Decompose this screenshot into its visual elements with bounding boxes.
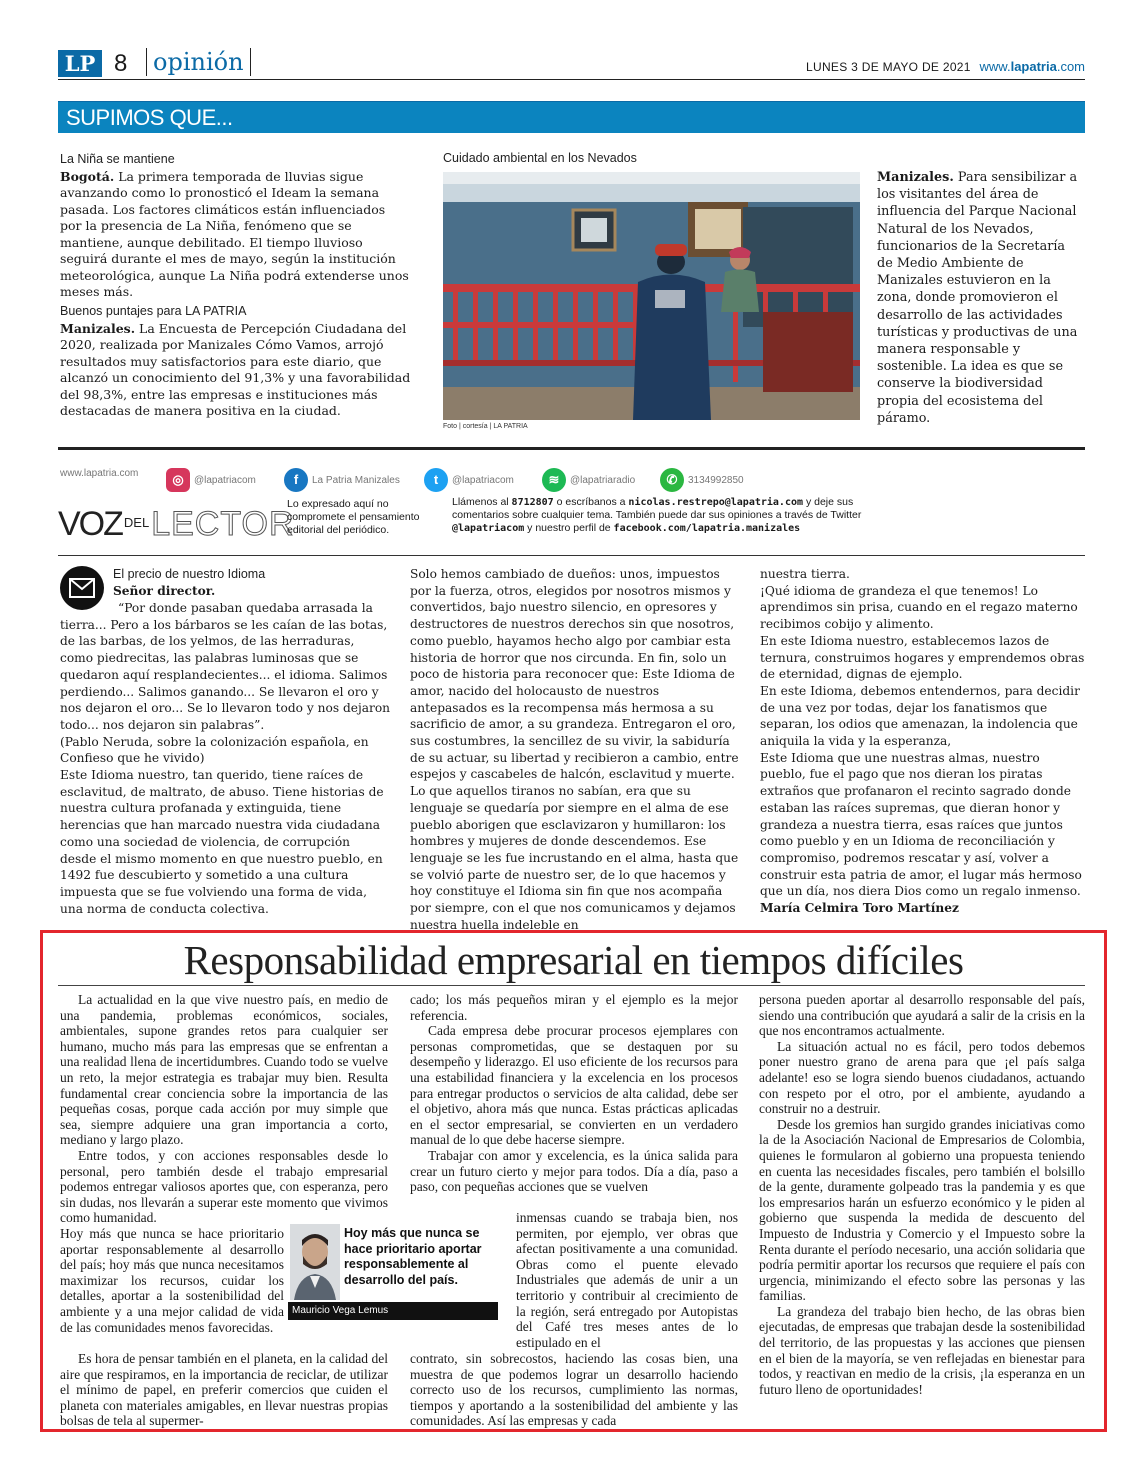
divider	[58, 555, 1085, 556]
page-number: 8	[114, 50, 128, 77]
nevados-photo	[443, 172, 860, 420]
editorial-disclaimer: Lo expresado aquí no compromete el pensamiento editorial del periódico.	[287, 498, 420, 536]
contact-email[interactable]: nicolas.restrepo@lapatria.com	[628, 497, 804, 508]
spotify-icon: ≋	[542, 468, 566, 492]
letter-head	[113, 566, 383, 599]
social-whatsapp[interactable]: ✆ 3134992850	[660, 468, 744, 492]
facebook-link[interactable]: facebook.com/lapatria.manizales	[613, 523, 801, 534]
brief-lead: Manizales.	[60, 320, 136, 336]
pull-quote: Hoy más que nunca se hace prioritario aportar responsablemente al desarrollo del país.	[344, 1226, 482, 1287]
brief-lead: Manizales.	[877, 170, 954, 185]
editorial-column-1b: Hoy más que nunca se hace prioritario aportar responsablemente al desarrollo del país; hoy más que nunca necesitamos maximizar los recursos, cuidar los detalles, aportar a la sostenibilidad del ambiente y a una mejor calidad de vida de las comunidades menos favorecidas.	[60, 1226, 284, 1335]
social-spotify[interactable]: ≋ @lapatriaradio	[542, 468, 635, 492]
contact-info: Llámenos al 8712807 o escríbanos a nicolas.restrepo@lapatria.com y deje sus comentarios sobre cualquier tema. También puede dar sus opiniones a través de Twitter @lapatriacom y nuestro perfil de facebook.com/lapatria.manizales	[452, 496, 862, 534]
brief-lead: Bogotá.	[60, 168, 115, 184]
brief-heading: Buenos puntajes para LA PATRIA	[60, 304, 247, 318]
brief-nevados	[877, 169, 1082, 427]
letter-heading: El precio de nuestro Idioma	[113, 567, 266, 581]
letter-column-1: “Por donde pasaban quedaba arrasada la tierra... Pero a los bárbaros se les caían de las botas, de las barbas, de los yelmos, de las herraduras, como piedrecitas, las palabras luminosas que se quedaron aquí resplandecientes... el idioma. Salimos perdiendo... Salimos ganando... Se llevaron el oro y nos dejaron el oro... Se lo llevaron todo y nos dejaron todo... nos dejaron sin palabras”. (Pablo Neruda, sobre la colonización española, en Confieso que he vivido) Este Idioma nuestro, tan querido, tiene raíces de esclavitud, de maltrato, de abuso. Tiene historias de nuestra cultura profanada y extinguida, tiene herencias que han marcado nuestra vida ciudadana como una sociedad de violencia, de corrupción desde el mismo momento en que nuestro pueblo, en 1492 fue descubierto y sometido a una cultura impuesta que se fue volviendo una forma de vida, una norma de conducta colectiva.	[60, 601, 391, 916]
brief-text: La primera temporada de lluvias sigue avanzando como lo pronosticó el Ideam la semana pasada. Los factores climáticos están influenciados por la presencia de La Niña, fenómeno que se mantiene, aunque debilitado. El tiempo lluvioso seguirá durante el mes de mayo, según la institución meteorológica, aunque La Niña podrá extenderse unos meses más.	[60, 168, 409, 299]
editorial-column-2c: contrato, sin sobrecostos, haciendo las cosas bien, una muestra de que podemos lograr un desarrollo haciendo correcto uso de los recursos, cumplimiento las normas, tiempos y aportando a la sostenibilidad del ambiente y las comunidades. Así las empresas y cada	[410, 1351, 738, 1429]
brief-text: Para sensibilizar a los visitantes del área de influencia del Parque Nacional Natural de los Nevados, funcionarios de la Secretaría de Medio Ambiente de Manizales estuvieron en la zona, donde promovieron el desarrollo de las actividades turísticas y productivas de una manera responsable y sostenible. La idea es que se conserve la biodiversidad propia del ecosistema del páramo.	[877, 170, 1078, 426]
social-facebook[interactable]: f La Patria Manizales	[284, 468, 400, 492]
whatsapp-icon: ✆	[660, 468, 684, 492]
section-divider	[58, 447, 1085, 450]
author-callout	[288, 1220, 498, 1320]
editorial-column-2b: inmensas cuando se trabaja bien, nos permiten, por ejemplo, ver obras que afectan positivamente a una comunidad. Obras como el puente elevado Industriales que además de unir a un territorio y contribuir al crecimiento de la región, será entregado por Autopistas del Café tres meses antes de lo estipulado en el	[516, 1210, 738, 1350]
editorial-title: Responsabilidad empresarial en tiempos difíciles	[183, 937, 964, 983]
photo-credit: Foto | cortesía | LA PATRIA	[443, 423, 528, 430]
letter-salutation: Señor director.	[113, 583, 216, 598]
editorial-column-1: La actualidad en la que vive nuestro país, en medio de una pandemia, problemas económicos, sociales, ambientales, supone grandes retos para cualquier ser humano, mucho más para las empresas que se enfrentan a una realidad llena de incertidumbres. Cuando todo se vuelve un reto, la mejor estrategia es trabajar muy bien. Resulta fundamental crear conciencia sobre la importancia de las pequeñas cosas, porque cada acción por muy simple que sea, siempre adquiere una gran importancia a corto, mediano y largo plazo. Entre todos, y con acciones responsables desde lo personal, pero también desde el trabajo empresarial podemos entregar valiosos aportes que, con esperanza, pero sin dudas, nos llevarán a superar este momento que vivimos como humanidad.	[60, 992, 388, 1226]
letter-signature: María Celmira Toro Martínez	[760, 901, 959, 916]
brief-text: La Encuesta de Percepción Ciudadana del 2020, realizada por Manizales Cómo Vamos, arrojó resultados muy satisfactorios para este diario, que alcanzó un conocimiento del 91,3% y una favorabilidad del 98,3%, entre las empresas e instituciones más destacadas de manera positiva en la ciudad.	[60, 320, 411, 418]
social-instagram[interactable]: ◎ @lapatriacom	[166, 468, 256, 492]
brief-heading-nevados: Cuidado ambiental en los Nevados	[443, 151, 637, 165]
lp-logo: LP	[58, 50, 102, 77]
section-band	[58, 101, 1085, 133]
page-header	[58, 48, 1085, 80]
voz-del-lector-title: VOZ $^{DEL}$LECTOR	[58, 505, 295, 543]
social-twitter[interactable]: t @lapatriacom	[424, 468, 514, 492]
editorial-title-rule	[58, 985, 1085, 986]
social-web[interactable]: www.lapatria.com	[60, 468, 139, 479]
letter-column-3: nuestra tierra. ¡Qué idioma de grandeza el que tenemos! Lo aprendimos sin prisa, cuando en el regazo materno recibimos cobijo y alimento. En este Idioma nuestro, establecemos lazos de ternura, construimos hogares y emprendemos obras de eternidad, dignas de ejemplo. En este Idioma, debemos entendernos, para decidir de una vez por todas, dejar los fanatismos que separan, los odios que amenazan, la indolencia que aniquila la vida y la esperanza, Este Idioma que une nuestras almas, nuestro pueblo, fue el pago que nos dieran los piratas extraños que profanaron el recinto sagrado donde estaban las raíces supremas, que dieran honor y grandeza a nuestra tierra, esas raíces que juntos como pueblo y en un Idioma de reconciliación y compromiso, podremos rescatar y así, volver a construir esta patria de amor, el lugar más hermoso que un día, nos diera Dios como un regalo inmenso. María Celmira Toro Martínez	[760, 567, 1085, 916]
editorial-column-1c: Es hora de pensar también en el planeta, en la calidad del aire que respiramos, en la importancia de reciclar, de utilizar el mínimo de papel, en preferir comercios que cuiden el planeta con materiales amigables, en llevar nuestras propias bolsas de tela al supermer-	[60, 1351, 388, 1429]
brief-puntajes	[60, 303, 415, 420]
instagram-icon: ◎	[166, 468, 190, 492]
brief-nina	[60, 151, 410, 301]
author-name: Mauricio Vega Lemus	[288, 1302, 498, 1320]
editorial-column-3: persona pueden aportar al desarrollo responsable del país, siendo una contribución que ayudará a salir de la crisis en la que nos encontramos actualmente. La situación actual no es fácil, pero todos debemos poner nuestro grano de arena para que ¡el país salga adelante! eso se logra siendo buenos ciudadanos, actuando con respeto por el otro, por el ambiente, ayudando a construir no a destruir. Desde los gremios han surgido grandes iniciativas como la de la Asociación Nacional de Empresarios de Colombia, quienes le formularon al gobierno una propuesta teniendo en cuenta las necesidades fiscales, pero también el bolsillo de la gente, duramente golpeado tras la pandemia y es que los empresarios harán un esfuerzo económico y le piden al gobierno que suspenda la medida de descuento del Impuesto de Industria y Comercio y el Impuesto sobre la Renta durante el período necesario, una acción solidaria que podría permitir aportar los recursos que requiere el país con urgencia, minimizando el efecto sobre las personas y las familias. La grandeza del trabajo bien hecho, de las obras bien ejecutadas, de empresas que trabajan desde la sostenibilidad del territorio, de las propuestas y las acciones que piensen en el bien de la mayoría, se ven reflejadas en bienestar para todos, y reactivan en medio de la crisis, ¡la esperanza en un futuro lleno de oportunidades!	[759, 992, 1085, 1397]
issue-date: LUNES 3 DE MAYO DE 2021	[806, 60, 971, 74]
twitter-icon: t	[424, 468, 448, 492]
nevados-photo-illustration	[443, 172, 860, 420]
editorial-column-2: cado; los más pequeños miran y el ejemplo es la mejor referencia. Cada empresa debe procurar procesos ejemplares con personas comprometidas, que se destaquen por su desempeño y liderazgo. El uso eficiente de los recursos para una estabilidad financiera y la excelencia en los procesos para entregar productos o servicios de alta calidad, debe ser el objetivo, ahora más que nunca. Estas prácticas aplicadas en el sector empresarial, se convierten en un verdadero manual de lo que debe hacerse siempre. Trabajar con amor y excelencia, es la única salida para crear un futuro cierto y mejor para todos. Día a día, paso a paso, con pequeñas acciones que se vuelven	[410, 992, 738, 1195]
section-name: opinión	[146, 48, 251, 76]
section-band-title: SUPIMOS QUE...	[66, 105, 233, 130]
author-photo	[290, 1224, 340, 1300]
brief-heading: La Niña se mantiene	[60, 152, 175, 166]
facebook-icon: f	[284, 468, 308, 492]
website-link[interactable]: www.lapatria.com	[979, 59, 1085, 74]
letter-column-2: Solo hemos cambiado de dueños: unos, impuestos por la fuerza, otros, elegidos por nosotros mismos y convertidos, bajo nuestro silencio, en opresores y destructores de nuestros derechos sin que nosotros, como pueblo, hayamos hecho algo por cambiar esta historia de horror que nos circunda. En fin, solo un poco de historia para reconocer que: Este Idioma de amor, nacido del holocausto de nuestros antepasados es la recompensa más hermosa a su sacrificio de amor, a su grandeza. Entregaron el oro, sus costumbres, la sencillez de su vivir, la sabiduría de su actuar, su libertad y recibieron a cambio, entre espejos y cascabeles de halcón, esclavitud y muerte. Lo que aquellos tiranos no sabían, era que su lenguaje se quedaría por siempre en el alma de ese pueblo aborigen que esclavizaron y humillaron: los hombres y mujeres de donde descendemos. Ese lenguaje se les fue incrustando en el alma, hasta que se volvió parte de nuestro ser, de lo que hacemos y hoy constituye el Idioma sin fin que nos acompaña por siempre, con el que nos comunicamos y dejamos nuestra huella indeleble en	[410, 567, 739, 932]
